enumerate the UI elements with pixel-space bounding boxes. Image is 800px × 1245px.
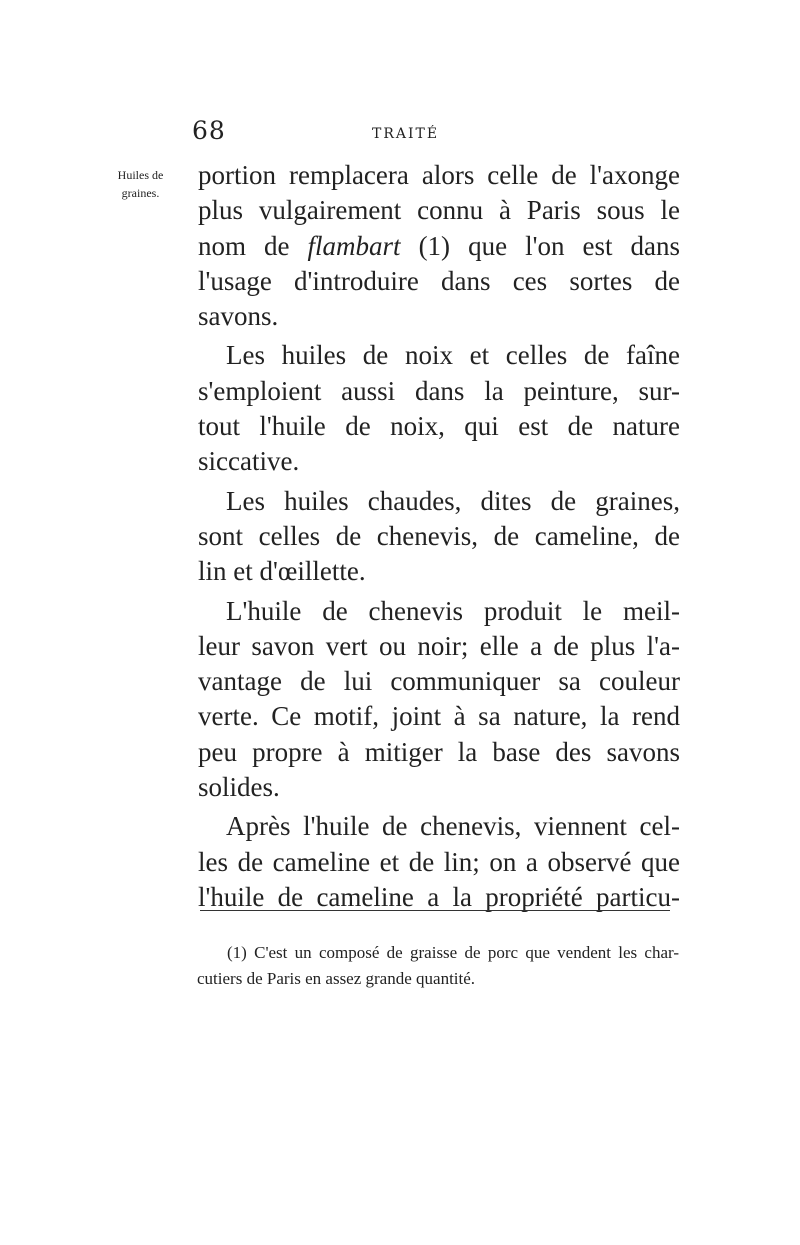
footnote-line: (1) C'est un composé de graisse de porc que vendent les char-	[227, 943, 679, 962]
text-line: L'huile de chenevis produit le meil-	[226, 595, 680, 626]
text-line: Les huiles de noix et celles de faîne	[226, 340, 680, 371]
margin-note-line: Huiles de	[117, 168, 164, 182]
text-line: Après l'huile de chenevis, viennent cel-	[226, 811, 680, 842]
italic-term: flambart	[307, 230, 401, 261]
text-line: Les huiles chaudes, dites de graines,	[226, 485, 680, 516]
text-line: vantage de lui communiquer sa couleur	[198, 666, 680, 697]
page-number: 68	[192, 116, 226, 145]
text-line: sont celles de chenevis, de cameline, de	[198, 520, 680, 551]
footnote-rule	[200, 910, 670, 911]
footnote	[197, 940, 679, 992]
margin-note-line: graines.	[121, 186, 160, 200]
footnote-line: cutiers de Paris en assez grande quantité.	[197, 969, 476, 988]
paragraph-2	[198, 338, 680, 479]
text-fragment: nom de	[198, 230, 308, 261]
paragraph-4	[198, 594, 680, 806]
paragraph-5	[198, 809, 680, 915]
text-fragment: (1) que l'on est dans	[400, 230, 680, 261]
text-line: savons.	[198, 301, 279, 332]
text-line: verte. Ce motif, joint à sa nature, la rend	[198, 701, 680, 732]
text-line: peu propre à mitiger la base des savons	[198, 736, 680, 767]
text-line: plus vulgairement connu à Paris sous le	[198, 195, 680, 226]
paragraph-1	[198, 158, 680, 334]
text-line: portion remplacera alors celle de l'axonge	[198, 160, 680, 190]
running-title: TRAITÉ	[372, 126, 440, 142]
text-line: siccative.	[198, 446, 300, 477]
text-line: s'emploient aussi dans la peinture, sur-	[198, 375, 680, 406]
text-line: solides.	[198, 772, 280, 803]
text-line: leur savon vert ou noir; elle a de plus l'a-	[198, 630, 680, 661]
text-line: l'usage d'introduire dans ces sortes de	[198, 265, 680, 296]
text-line	[198, 229, 680, 264]
text-line: lin et d'œillette.	[198, 556, 366, 587]
paragraph-3	[198, 484, 680, 590]
body-text	[198, 158, 680, 915]
text-line: l'huile de cameline a la propriété particu-	[198, 881, 680, 912]
text-line: tout l'huile de noix, qui est de nature	[198, 411, 680, 442]
margin-note	[103, 166, 178, 202]
text-line: les de cameline et de lin; on a observé que	[198, 846, 680, 877]
